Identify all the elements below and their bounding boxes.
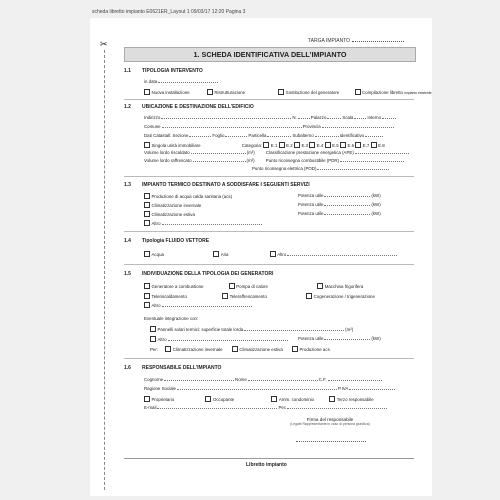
checkbox[interactable] xyxy=(325,142,331,148)
checkbox[interactable] xyxy=(213,251,219,257)
checkbox[interactable] xyxy=(371,142,377,148)
checkbox[interactable] xyxy=(222,293,228,299)
checkbox[interactable] xyxy=(165,346,171,352)
roles-row: Proprietario Occupante Amm. condominio Terzo responsabile xyxy=(144,396,374,402)
section-title: TIPOLOGIA INTERVENTO xyxy=(142,68,203,74)
checkbox[interactable] xyxy=(232,346,238,352)
potenza-field[interactable]: Potenza utile (kW) xyxy=(298,193,381,198)
checkbox[interactable] xyxy=(144,89,150,95)
checkbox[interactable] xyxy=(144,193,150,199)
checkbox[interactable] xyxy=(309,142,315,148)
checkbox[interactable] xyxy=(270,251,276,257)
email-row[interactable]: E-mail Pec xyxy=(144,405,388,410)
checkbox[interactable] xyxy=(279,142,285,148)
ragione-row[interactable]: Ragione Sociale P.IVA xyxy=(144,386,396,391)
checkbox[interactable] xyxy=(294,142,300,148)
servizio-row: Climatizzazione invernale xyxy=(144,202,201,208)
intervento-options: Nuova installazione Ristrutturazione Sostituzione del generatore Compilazione libretto impianto esistente xyxy=(144,89,432,95)
checkbox[interactable] xyxy=(355,89,361,95)
pod-row[interactable]: Punto riconsegna elettrica (POD) xyxy=(252,166,390,171)
potenza-field[interactable]: Potenza utile (kW) xyxy=(298,202,381,207)
targa-label: TARGA IMPIANTO xyxy=(308,38,351,44)
checkbox[interactable] xyxy=(144,302,150,308)
vol-risc-row[interactable]: Volume lordo riscaldato (m³) Classificazione prestazione energetica (APE) xyxy=(144,150,410,155)
signature-label: Firma del responsabile xyxy=(306,417,354,422)
section-title: IMPIANTO TERMICO DESTINATO A SODDISFARE I SEGUENTI SERVIZI xyxy=(142,182,310,188)
in-data-field[interactable]: in data xyxy=(144,79,219,84)
indirizzo-row[interactable]: Indirizzo N. Palazzo Scala Interno xyxy=(144,115,397,120)
cut-line xyxy=(104,50,105,490)
generatori-row: Teleriscaldamento Teleraffrescamento Cogenerazione / trigenerazione xyxy=(144,293,375,299)
checkbox[interactable] xyxy=(144,293,150,299)
altro2-row: Altro xyxy=(150,336,289,342)
section-number: 1.2 xyxy=(124,104,131,110)
checkbox[interactable] xyxy=(144,220,150,226)
footer-title: Libretto impianto xyxy=(246,462,287,468)
checkbox[interactable] xyxy=(229,283,235,289)
servizio-row: Climatizzazione estiva xyxy=(144,211,195,217)
checkbox[interactable] xyxy=(340,142,346,148)
vol-raff-row[interactable]: Volume lordo raffrescato (m³) Punto riconsegna combustibile (PDR) xyxy=(144,158,405,163)
scissors-icon: ✂ xyxy=(100,39,108,49)
section-title: INDIVIDUAZIONE DELLA TIPOLOGIA DEI GENERATORI xyxy=(142,271,274,277)
pannelli-row: Pannelli solari termici: superficie totale lorda (m²) xyxy=(150,326,353,332)
checkbox[interactable] xyxy=(263,142,269,148)
section-title: Tipologia FLUIDO VETTORE xyxy=(142,238,210,244)
section-number: 1.5 xyxy=(124,271,131,277)
checkbox[interactable] xyxy=(144,283,150,289)
servizio-row: Produzione di acqua calda sanitaria (acs) xyxy=(144,193,232,199)
checkbox[interactable] xyxy=(317,283,323,289)
checkbox[interactable] xyxy=(144,202,150,208)
checkbox[interactable] xyxy=(144,211,150,217)
section-title: RESPONSABILE DELL'IMPIANTO xyxy=(142,365,222,371)
comune-row[interactable]: Comune Provincia xyxy=(144,124,395,129)
checkbox[interactable] xyxy=(207,89,213,95)
cognome-row[interactable]: Cognome Nome C.F. xyxy=(144,377,383,382)
catastali-row[interactable]: Dati Catastali: Sezione Foglio Particella Subalterno Identificativo xyxy=(144,133,384,138)
generatori-altro: Altro xyxy=(144,302,253,308)
checkbox[interactable] xyxy=(271,396,277,402)
checkbox[interactable] xyxy=(150,336,156,342)
checkbox[interactable] xyxy=(355,142,361,148)
targa-impianto xyxy=(308,38,404,44)
singola-row: Singola unità immobiliare Categoria: E.1 E.2 E.3 E.4 E.5 E.6 E.7 E.8 xyxy=(144,142,385,148)
section-number: 1.6 xyxy=(124,365,131,371)
eventuale-label: Eventuale integrazione con: xyxy=(144,316,199,321)
generatori-row: Generatore a combustione Pompa di calore Macchina frigorifera xyxy=(144,283,363,289)
checkbox[interactable] xyxy=(205,396,211,402)
section-number: 1.3 xyxy=(124,182,131,188)
file-header: scheda libretto impianto E0621ER_Layout 1 09/03/17 12:20 Pagina 3 xyxy=(92,9,246,15)
per-row: Per: Climatizzazione invernale Climatizzazione estiva Produzione acs xyxy=(150,347,330,352)
section-number: 1.1 xyxy=(124,68,131,74)
checkbox[interactable] xyxy=(292,346,298,352)
servizio-row: Altro xyxy=(144,220,263,226)
fluido-options: Acqua Aria Altro xyxy=(144,251,398,257)
checkbox[interactable] xyxy=(144,142,150,148)
signature-line[interactable] xyxy=(296,441,366,442)
potenza-field[interactable]: Potenza utile (kW) xyxy=(298,336,381,341)
page-title: 1. SCHEDA IDENTIFICATIVA DELL'IMPIANTO xyxy=(124,47,416,62)
checkbox[interactable] xyxy=(144,251,150,257)
signature-block xyxy=(280,417,380,426)
potenza-field[interactable]: Potenza utile (kW) xyxy=(298,211,381,216)
checkbox[interactable] xyxy=(329,396,335,402)
checkbox[interactable] xyxy=(150,326,156,332)
section-number: 1.4 xyxy=(124,238,131,244)
checkbox[interactable] xyxy=(306,293,312,299)
checkbox[interactable] xyxy=(144,396,150,402)
checkbox[interactable] xyxy=(278,89,284,95)
signature-note: (Legale Rappresentante in caso di persona giuridica) xyxy=(290,422,370,426)
section-title: UBICAZIONE E DESTINAZIONE DELL'EDIFICIO xyxy=(142,104,254,110)
